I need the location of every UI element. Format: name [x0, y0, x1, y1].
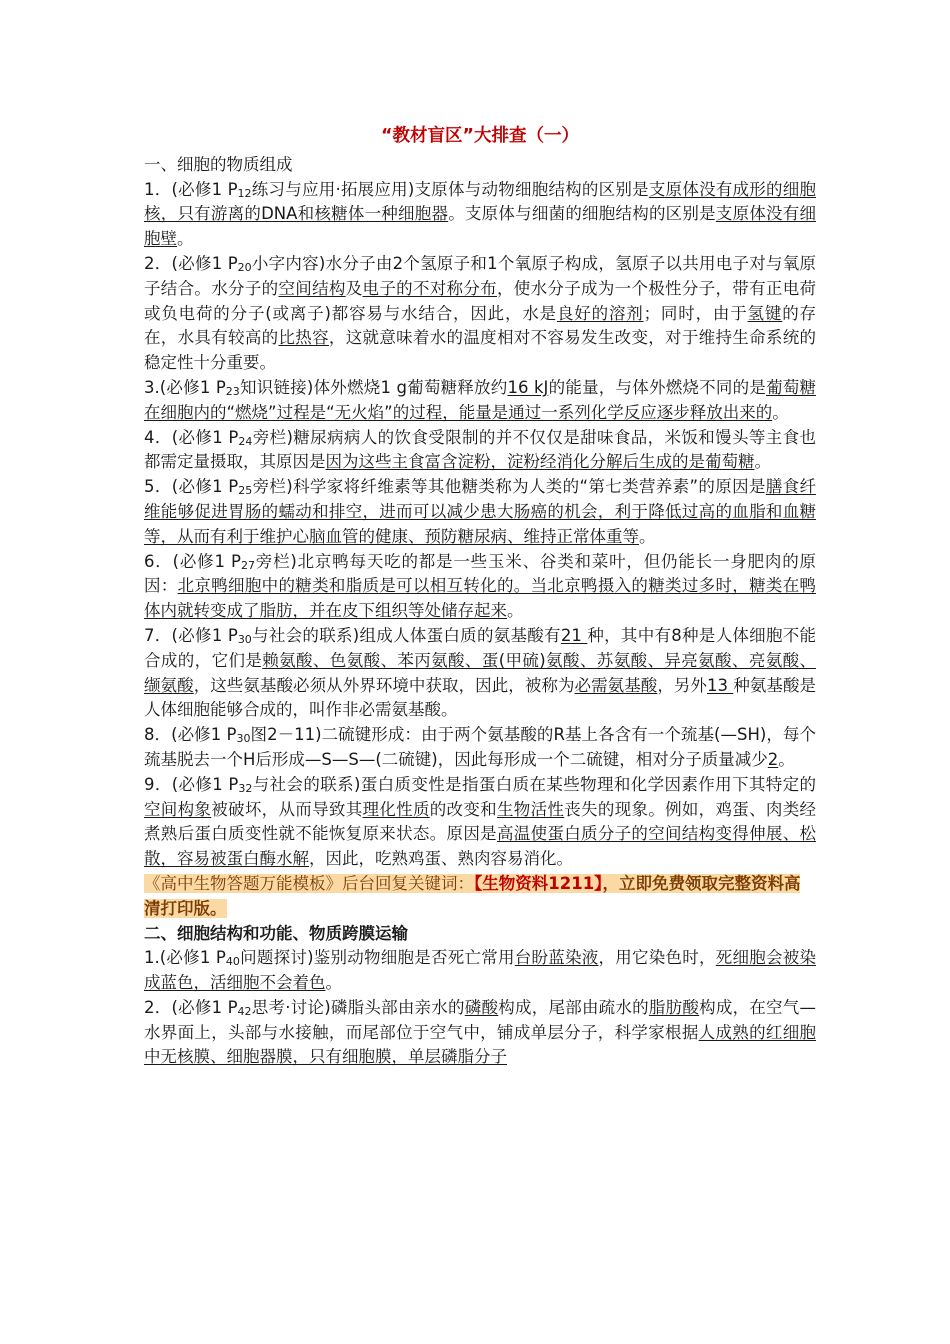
- answer-underline: 电子的不对称分布: [362, 278, 497, 298]
- section-heading-1: 一、细胞的物质组成: [144, 154, 293, 174]
- item-3: 3.(必修1 $P_{23}$知识链接)体外燃烧1 g葡萄糖释放约16 kJ的能量，与体外燃烧不同的是葡萄糖在细胞内的“燃烧”过程是“无火焰”的过程，能量是通过一系列化学反应逐步释放出来的。: [144, 377, 817, 422]
- answer-underline: 氢键: [747, 303, 783, 323]
- answer-underline: 理化性质: [362, 799, 430, 819]
- answer-underline: 台盼蓝染液: [514, 948, 599, 968]
- answer-underline: 2: [767, 749, 779, 769]
- answer-underline: 因为这些主食富含淀粉，淀粉经消化分解后生成的是葡萄糖: [325, 452, 755, 472]
- item-5: 5．(必修1 $P_{25}$旁栏)科学家将纤维素等其他糖类称为人类的“第七类营养素”的原因是膳食纤维能够促进胃肠的蠕动和排空，进而可以减少患大肠癌的机会，利于降低过高的血脂和血糖等，从而有利于维护心脑血管的健康、预防糖尿病、维持正常体重等。: [144, 477, 816, 546]
- item-8: 8．(必修1 $P_{30}$图2－11)二硫键形成：由于两个氨基酸的R基上各含有一个巯基(—SH)，每个巯基脱去一个H后形成—S—S—(二硫键)，因此每形成一个二硫键，相对分子质量减少2。: [144, 725, 816, 769]
- section-heading-2: 二、细胞结构和功能、物质跨膜运输: [144, 923, 408, 943]
- answer-underline: 空间构象: [144, 799, 212, 819]
- item-2: 2．(必修1 $P_{20}$小字内容)水分子由2个氢原子和1个氧原子构成，氢原子以共用电子对与氧原子结合。水分子的空间结构及电子的不对称分布，使水分子成为一个极性分子，带有正电荷或负电荷的分子(或离子)都容易与水结合，因此，水是良好的溶剂；同时，由于氢键的存在，水具有较高的比热容，这就意味着水的温度相对不容易发生改变，对于维持生命系统的稳定性十分重要。: [144, 253, 817, 373]
- section2-item-2: 2．(必修1 $P_{42}$思考·讨论)磷脂头部由亲水的磷酸构成，尾部由疏水的脂肪酸构成，在空气—水界面上，头部与水接触，而尾部位于空气中，铺成单层分子，科学家根据人成熟的红细胞中无核膜、细胞器膜，只有细胞膜，单层磷脂分子: [144, 997, 817, 1067]
- answer-underline: 脂肪酸: [648, 997, 700, 1017]
- answer-underline: 良好的溶剂: [556, 303, 644, 323]
- answer-underline: 比热容: [278, 328, 329, 348]
- answer-underline: 生物活性: [496, 799, 565, 819]
- answer-underline: 空间结构: [278, 278, 346, 298]
- answer-underline: 膳食纤维能够促进胃肠的蠕动和排空，进而可以减少患大肠癌的机会，利于降低过高的血脂和血糖等，从而有利于维护心脑血管的健康、预防糖尿病、维持正常体重等: [144, 477, 816, 546]
- answer-underline: 16 kJ: [507, 377, 549, 397]
- document-body: [144, 124, 816, 1070]
- answer-underline: 人成熟的红细胞中无核膜、细胞器膜，只有细胞膜，单层磷脂分子: [144, 1022, 817, 1067]
- page-title: “教材盲区”大排查（一）: [380, 126, 579, 146]
- answer-underline: 必需氨基酸: [574, 675, 658, 695]
- answer-underline: 磷酸: [464, 997, 499, 1017]
- section2-item-1: 1.(必修1 $P_{40}$问题探讨)鉴别动物细胞是否死亡常用台盼蓝染液，用它染色时，死细胞会被染成蓝色，活细胞不会着色。: [144, 948, 817, 993]
- item-6: 6．(必修1 $P_{27}$旁栏)北京鸭每天吃的都是一些玉米、谷类和菜叶，但仍能长一身肥肉的原因：北京鸭细胞中的糖类和脂质是可以相互转化的。当北京鸭摄入的糖类过多时，糖类在鸭体内就转变成了脂肪，并在皮下组织等处储存起来。: [144, 551, 817, 621]
- answer-underline: 死细胞会被染成蓝色，活细胞不会着色: [144, 948, 817, 993]
- item-7: 7．(必修1 $P_{30}$与社会的联系)组成人体蛋白质的氨基酸有21 种，其中有8种是人体细胞不能合成的，它们是赖氨酸、色氨酸、苯丙氨酸、蛋(甲硫)氨酸、苏氨酸、异亮氨酸、亮氨酸、缬氨酸，这些氨基酸必须从外界环境中获取，因此，被称为必需氨基酸，另外13 种氨基酸是人体细胞能够合成的，叫作非必需氨基酸。: [144, 625, 817, 720]
- answer-underline: 北京鸭细胞中的糖类和脂质是可以相互转化的。当北京鸭摄入的糖类过多时，糖类在鸭体内就转变成了脂肪，并在皮下组织等处储存起来: [144, 576, 817, 621]
- answer-underline: 赖氨酸、色氨酸、苯丙氨酸、蛋(甲硫)氨酸、苏氨酸、异亮氨酸、亮氨酸、缬氨酸: [144, 650, 816, 695]
- item-1: 1．(必修1 $P_{12}$练习与应用·拓展应用)支原体与动物细胞结构的区别是支原体没有成形的细胞核，只有游离的DNA和核糖体一种细胞器。支原体与细菌的细胞结构的区别是支原体没有细胞壁。: [144, 179, 817, 249]
- answer-underline: 高温使蛋白质分子的空间结构变得伸展、松散，容易被蛋白酶水解: [144, 824, 817, 869]
- promo-keyword: 【生物资料1211】: [474, 873, 603, 893]
- answer-underline: 13: [707, 675, 734, 695]
- item-9: 9．(必修1 $P_{32}$与社会的联系)蛋白质变性是指蛋白质在某些物理和化学因素作用下其特定的空间构象被破坏，从而导致其理化性质的改变和生物活性丧失的现象。例如，鸡蛋、肉类经煮熟后蛋白质变性就不能恢复原来状态。原因是高温使蛋白质分子的空间结构变得伸展、松散，容易被蛋白酶水解，因此，吃熟鸡蛋、熟肉容易消化。: [144, 774, 817, 869]
- answer-underline: 支原体没有细胞壁: [144, 204, 817, 249]
- promo-banner: 《高中生物答题万能模板》后台回复关键词：【生物资料1211】，立即免费领取完整资料高清打印版。: [144, 873, 801, 918]
- answer-underline: 葡萄糖在细胞内的“燃烧”过程是“无火焰”的过程，能量是通过一系列化学反应逐步释放出来的: [144, 377, 817, 422]
- answer-underline: 支原体没有成形的细胞核，只有游离的DNA和核糖体一种细胞器: [144, 179, 816, 224]
- item-4: 4．(必修1 $P_{24}$旁栏)糖尿病病人的饮食受限制的并不仅仅是甜味食品，米饭和馒头等主食也都需定量摄取，其原因是因为这些主食富含淀粉，淀粉经消化分解后生成的是葡萄糖。: [144, 427, 816, 472]
- answer-underline: 21: [560, 625, 588, 645]
